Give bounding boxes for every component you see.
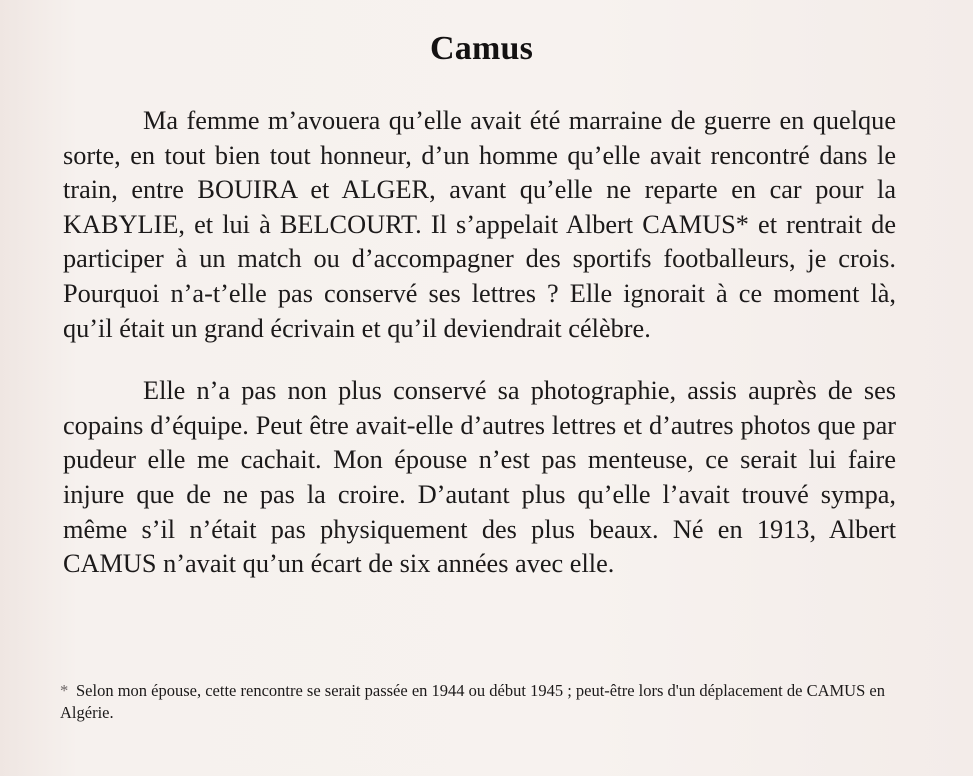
- paragraph-1: Ma femme m’avouera qu’elle avait été marraine de guerre en quelque sorte, en tout bien tout honneur, d’un homme qu’elle avait rencontré dans le train, entre BOUIRA et ALGER, avant qu’elle ne reparte en car pour la KABYLIE, et lui à BELCOURT. Il s’appelait Albert CAMUS* et rentrait de participer à un match ou d’accompagner des sportifs footballeurs, je crois. Pourquoi n’a-t’elle pas conservé ses lettres ? Elle ignorait à ce moment là, qu’il était un grand écrivain et qu’il deviendrait célèbre.: [63, 106, 896, 343]
- page-title: Camus: [429, 30, 534, 67]
- footnote: [60, 680, 905, 724]
- footnote-text: Selon mon épouse, cette rencontre se serait passée en 1944 ou début 1945 ; peut-être lors d'un déplacement de CAMUS en Algérie.: [60, 681, 885, 722]
- body-text: [63, 104, 896, 582]
- footnote-marker: *: [60, 681, 69, 700]
- paragraph-2: Elle n’a pas non plus conservé sa photographie, assis auprès de ses copains d’équipe. Peut être avait-elle d’autres lettres et d’autres photos que par pudeur elle me cachait. Mon épouse n’est pas menteuse, ce serait lui faire injure que de ne pas la croire. D’autant plus qu’elle l’avait trouvé sympa, même s’il n’était pas physiquement des plus beaux. Né en 1913, Albert CAMUS n’avait qu’un écart de six années avec elle.: [63, 376, 896, 579]
